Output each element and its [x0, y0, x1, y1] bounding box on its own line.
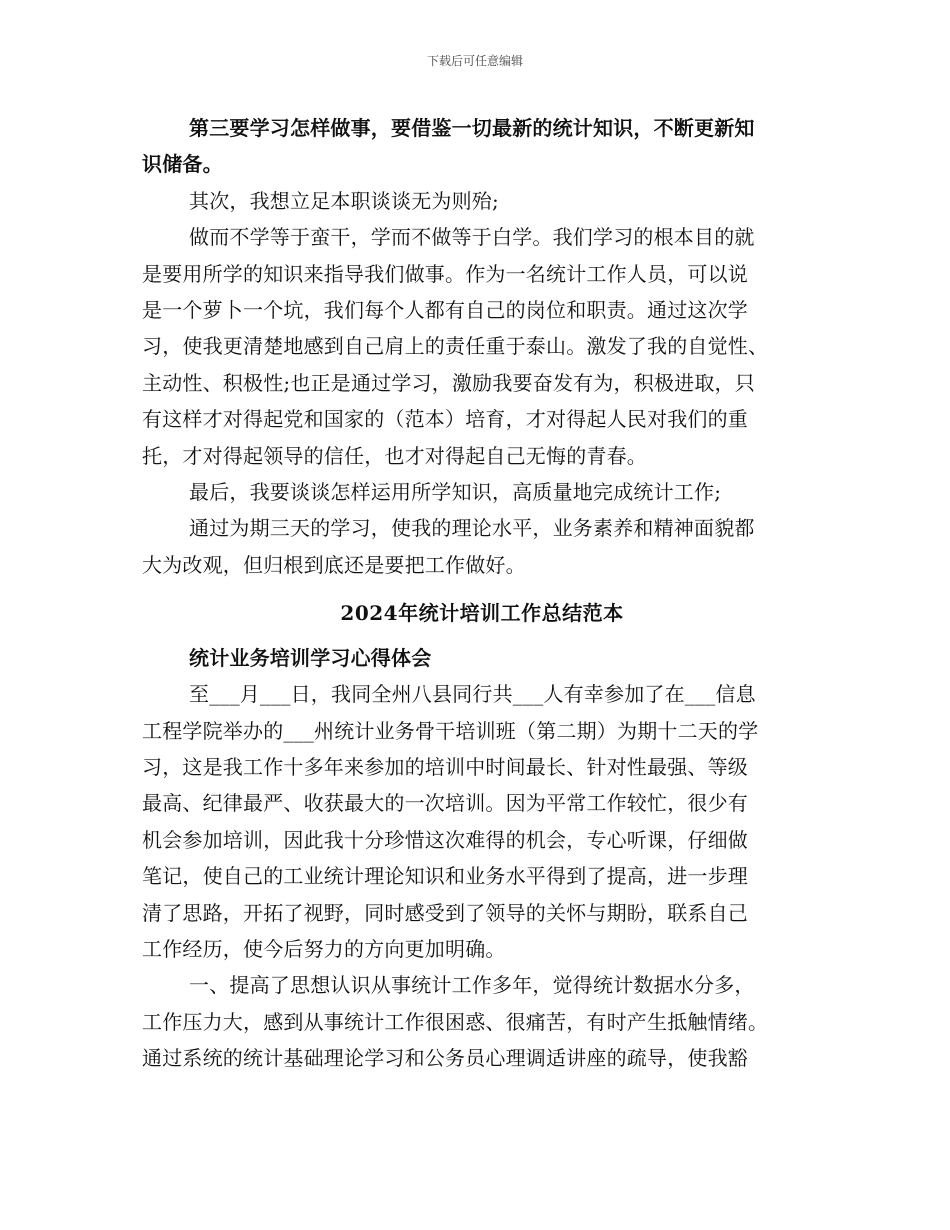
paragraph-line: 习，这是我工作十多年来参加的培训中时间最长、针对性最强、等级 — [142, 754, 748, 779]
paragraph-line: 托，才对得起领导的信任，也才对得起自己无悔的青春。 — [142, 443, 647, 468]
paragraph-line: 大为改观，但归根到底还是要把工作做好。 — [142, 552, 526, 577]
paragraph-line: 最后，我要谈谈怎样运用所学知识，高质量地完成统计工作; — [189, 480, 722, 505]
bold-heading-line: 第三要学习怎样做事，要借鉴一切最新的统计知识，不断更新知 — [189, 116, 755, 140]
document-body — [142, 110, 822, 1077]
document-title: 2024年统计培训工作总结范本 — [340, 601, 624, 626]
paragraph — [142, 967, 822, 1076]
paragraph-line: 其次，我想立足本职谈谈无为则殆; — [189, 188, 499, 213]
paragraph-line: 工作经历，使今后努力的方向更加明确。 — [142, 936, 506, 961]
paragraph-line: 通过为期三天的学习，使我的理论水平，业务素养和精神面貌都 — [189, 516, 755, 541]
paragraph-line: 至___月___日，我同全州八县同行共___人有幸参加了在___信息 — [189, 682, 756, 707]
paragraph — [142, 510, 822, 583]
paragraph-line: 通过系统的统计基础理论学习和公务员心理调适讲座的疏导，使我豁 — [142, 1046, 748, 1071]
paragraph — [142, 219, 822, 474]
paragraph-line: 是要用所学的知识来指导我们做事。作为一名统计工作人员，可以说 — [142, 261, 748, 286]
paragraph-line: 最高、纪律最严、收获最大的一次培训。因为平常工作较忙，很少有 — [142, 791, 748, 816]
paragraph — [142, 474, 822, 510]
document-subtitle: 统计业务培训学习心得体会 — [189, 645, 432, 670]
paragraph-line: 工程学院举办的___州统计业务骨干培训班（第二期）为期十二天的学 — [142, 718, 759, 743]
paragraph-line: 有这样才对得起党和国家的（范本）培育，才对得起人民对我们的重 — [142, 407, 748, 432]
paragraph-line: 习，使我更清楚地感到自己肩上的责任重于泰山。激发了我的自觉性、 — [142, 334, 769, 359]
section-1 — [142, 110, 822, 583]
paragraph-line: 是一个萝卜一个坑，我们每个人都有自己的岗位和职责。通过这次学 — [142, 298, 748, 323]
bold-heading-line: 识储备。 — [142, 152, 223, 177]
paragraph-line: 做而不学等于蛮干，学而不做等于白学。我们学习的根本目的就 — [189, 225, 755, 250]
paragraph-line: 主动性、积极性;也正是通过学习，激励我要奋发有为，积极进取，只 — [142, 370, 755, 395]
paragraph-line: 笔记，使自己的工业统计理论知识和业务水平得到了提高，进一步理 — [142, 864, 748, 889]
paragraph-line: 清了思路，开拓了视野，同时感受到了领导的关怀与期盼，联系自己 — [142, 900, 748, 925]
paragraph-line: 一、提高了思想认识从事统计工作多年，觉得统计数据水分多， — [189, 973, 755, 998]
paragraph — [142, 676, 822, 967]
paragraph — [142, 183, 822, 219]
header-note: 下载后可任意编辑 — [426, 54, 523, 68]
paragraph-line: 工作压力大，感到从事统计工作很困惑、很痛苦，有时产生抵触情绪。 — [142, 1009, 769, 1034]
paragraph-line: 机会参加培训，因此我十分珍惜这次难得的机会，专心听课，仔细做 — [142, 827, 748, 852]
section-2 — [142, 595, 822, 1076]
